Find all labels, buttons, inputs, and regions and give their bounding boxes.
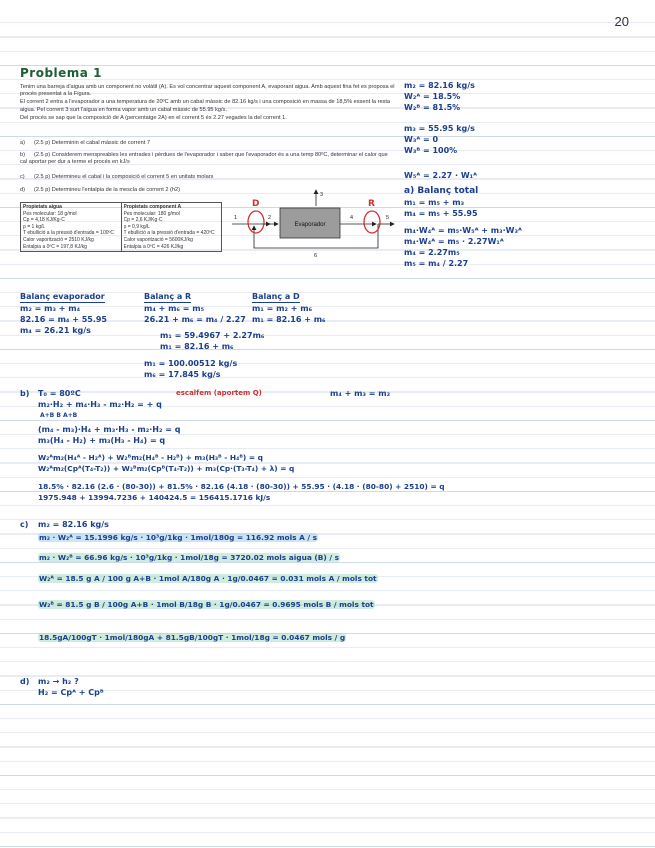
right-notes — [404, 80, 522, 269]
part-b-eq4: W₂ᴬm₂(H₄ᴬ - H₂ᴬ) + W₂ᴮm₂(H₄ᴮ - H₂ᴮ) + m₃(H₃ᴮ - H₄ᴮ) = q — [38, 453, 263, 462]
part-d-label: d) — [20, 677, 30, 686]
evaporator-label: Evaporador — [294, 222, 326, 228]
balance-result: m₁ = 100.00512 kg/s — [144, 359, 238, 368]
balance-system — [160, 330, 264, 352]
balance-line: 82.16 = m₄ + 55.95 — [20, 315, 107, 324]
stream-2-label: 2 — [268, 215, 272, 221]
stream-3-label: 3 — [320, 192, 324, 198]
stream-6-label: 6 — [314, 253, 318, 259]
note-line: W₂ᴬ = 18.5% — [404, 92, 461, 101]
process-diagram — [228, 186, 400, 266]
part-c-line3: m₂ · W₂ᴮ = 66.96 kg/s · 10³g/1kg · 1mol/18g = 3720.02 mols aigua (B) / s — [39, 553, 340, 562]
part-b-balance: m₄ + m₃ = m₂ — [330, 389, 391, 398]
part-b-eq1: m₂·H₂ + m₄·H₃ - m₂·H₂ = + q — [38, 400, 162, 409]
stream-1-label: 1 — [234, 215, 238, 221]
balance-r — [144, 291, 246, 325]
balance-line: m₁ = 59.4967 + 2.27m₆ — [160, 331, 265, 340]
table-header: Propietats component A — [123, 204, 182, 210]
note-line: m₁ = m₅ + m₃ — [404, 198, 465, 207]
part-a-heading: a) Balanç total — [404, 186, 479, 196]
table-cell: Calor vaporització = 5600KJ/kg — [123, 236, 193, 243]
note-line: W₃ᴬ = 0 — [404, 135, 439, 144]
question-b: b) (2.5 p) Considerem menspreables les entrades i pèrdues de l'evaporador i saber que l'evaporador és a una temp 80ºC, determinar el calor que cal aportar per dur a terme el procés en kJ/s — [20, 152, 388, 165]
balance-line: m₁ = 82.16 + m₆ — [160, 342, 234, 351]
stream-4-label: 4 — [350, 215, 354, 221]
question-d: d) (2.5 p) Determineu l'entalpia de la mescla de corrent 2 (h2) — [20, 187, 180, 193]
balance-d — [252, 291, 326, 325]
note-line: m₄ = m₅ + 55.95 — [404, 209, 478, 218]
part-c-line6: 18.5gA/100gT · 1mol/180gA + 81.5gB/100gT · 1mol/18g = 0.0467 mols / g — [39, 633, 346, 642]
part-c-line4: W₂ᴬ = 18.5 g A / 100 g A+B · 1mol A/180g A · 1g/0.0467 = 0.031 mols A / mols tot — [39, 574, 377, 583]
balance-line: m₄ = 26.21 kg/s — [20, 326, 91, 335]
note-line: m₄·W₄ᴬ = m₅·W₅ᴬ + m₃·W₃ᴬ — [404, 226, 522, 235]
table-cell: Entalpia a 0ºC = 426 KJ/kg — [123, 243, 184, 250]
properties-table — [20, 202, 222, 252]
problem-title: Problema 1 — [20, 66, 102, 80]
page-number: 20 — [614, 14, 629, 29]
part-c-line1: m₂ = 82.16 kg/s — [38, 520, 109, 529]
part-b-sub: A+B B A+B — [40, 412, 78, 419]
table-cell: T ebullició a la pressió d'entrada = 420ºC — [123, 230, 215, 237]
balance-title: Balanç a R — [144, 292, 192, 301]
table-cell: ρ = 0,9 kg/L — [123, 223, 150, 230]
part-b-eq6: 18.5% · 82.16 (2.6 · (80-30)) + 81.5% · 82.16 (4.18 · (80-30)) + 55.95 · (4.18 · (80-80) + 2510) = q — [38, 482, 445, 491]
table-cell: Entalpia a 0ºC = 197,8 KJ/kg — [23, 243, 87, 250]
balance-evaporator — [20, 291, 107, 336]
statement-paragraph: El corrent 2 entra a l'evaporador a una temperatura de 20ºC amb un cabal màssic de 82.16 kg/s i una composició en massa de 18,5% essent la resta aigua. Pel corrent 3 surt l'aigua en forma vapor amb un cabal màssic de 55.95 kg/s. — [20, 99, 391, 113]
note-line: W₃ᴮ = 100% — [404, 146, 458, 155]
part-c-label: c) — [20, 520, 29, 529]
table-cell: T ebullició a la pressió d'entrada = 100ºC — [23, 230, 114, 237]
note-line: m₄ = 2.27m₅ — [404, 248, 460, 257]
note-line: m₂ = 82.16 kg/s — [404, 81, 475, 90]
part-b-label: b) — [20, 389, 30, 398]
component-a-properties-cell — [121, 203, 222, 252]
statement-text — [20, 84, 398, 123]
statement-paragraph: Tenim una barreja d'aigua amb un component no volàtil (A). Es vol concentrar aquest component A, evaporant aigua. Amb aquest fina fet es proposa el procés presentat a la Figura. — [20, 84, 395, 98]
balance-title: Balanç a D — [252, 292, 300, 301]
node-d-label: D — [252, 199, 260, 209]
table-header: Propietats aigua — [23, 204, 62, 210]
part-c-line2: m₂ · W₂ᴬ = 15.1996 kg/s · 10³g/1kg · 1mol/180g = 116.92 mols A / s — [39, 533, 318, 542]
part-b-eq7: 1975.948 + 13994.7236 + 140424.5 = 156415.1716 kJ/s — [38, 493, 271, 502]
balance-line: m₁ = m₂ + m₆ — [252, 304, 313, 313]
balance-result: m₆ = 17.845 kg/s — [144, 370, 221, 379]
part-c-line5: W₂ᴮ = 81.5 g B / 100g A+B · 1mol B/18g B · 1g/0.0467 = 0.9695 mols B / mols tot — [39, 600, 374, 609]
table-cell: ρ = 1 kg/L — [23, 223, 46, 230]
node-r-label: R — [368, 199, 375, 209]
part-d-line2: H₂ = Cpᴬ + Cpᴮ — [38, 688, 104, 697]
balance-line: m₁ = 82.16 + m₆ — [252, 315, 326, 324]
note-line: m₅ = m₄ / 2.27 — [404, 259, 469, 268]
balance-line: m₄ + m₆ = m₅ — [144, 304, 205, 313]
balance-line: 26.21 + m₆ = m₄ / 2.27 — [144, 315, 246, 324]
question-a: a) (2.5 p) Determinin el cabal màssic de corrent 7 — [20, 140, 150, 146]
table-cell: Cp = 2,6 KJ/Kg·C — [123, 217, 163, 224]
part-b-eq5: W₂ᴬm₂(Cpᴬ(T₄-T₂)) + W₂ᴮm₂(Cpᴮ(T₄-T₂)) + m₃(Cp·(T₃-T₄) + λ) = q — [38, 464, 295, 473]
part-b-note: escalfem (aportem Q) — [176, 389, 262, 397]
mixer-r-circle — [364, 211, 380, 233]
note-line: W₅ᴬ = 2.27 · W₁ᴬ — [404, 171, 478, 180]
statement-paragraph: Del procés se sap que la composició de A (percentatge 2A) en el corrent 5 és 2.27 vegades la del corrent 1. — [20, 114, 287, 121]
part-b-eq3: m₃(H₄ - H₂) + m₃(H₃ - H₄) = q — [38, 436, 166, 445]
balance-title: Balanç evaporador — [20, 292, 105, 301]
question-c: c) (2.5 p) Determineu el cabal i la composició el corrent 5 en unitats molars — [20, 174, 214, 180]
balance-results — [144, 358, 237, 380]
table-cell: Pes molecular: 180 g/mol — [123, 210, 180, 217]
part-b-eq2: (m₄ - m₃)·H₄ + m₃·H₃ - m₂·H₂ = q — [38, 425, 181, 434]
part-d-line1: m₂ → h₂ ? — [38, 677, 79, 686]
table-cell: Calor vaporització = 2510 KJ/kg — [23, 236, 94, 243]
stream-5-label: 5 — [386, 215, 390, 221]
note-line: W₂ᴮ = 81.5% — [404, 103, 461, 112]
splitter-d-circle — [248, 211, 264, 233]
part-b-header: T₀ = 80ºC — [38, 389, 81, 398]
water-properties-cell — [21, 203, 122, 252]
table-cell: Cp = 4,18 KJ/Kg·C — [23, 217, 65, 224]
note-line: m₃ = 55.95 kg/s — [404, 124, 475, 133]
table-cell: Pes molecular: 18 g/mol — [23, 210, 77, 217]
note-line: m₄·W₄ᴬ = m₅ · 2.27W₁ᴬ — [404, 237, 504, 246]
balance-line: m₂ = m₃ + m₄ — [20, 304, 81, 313]
